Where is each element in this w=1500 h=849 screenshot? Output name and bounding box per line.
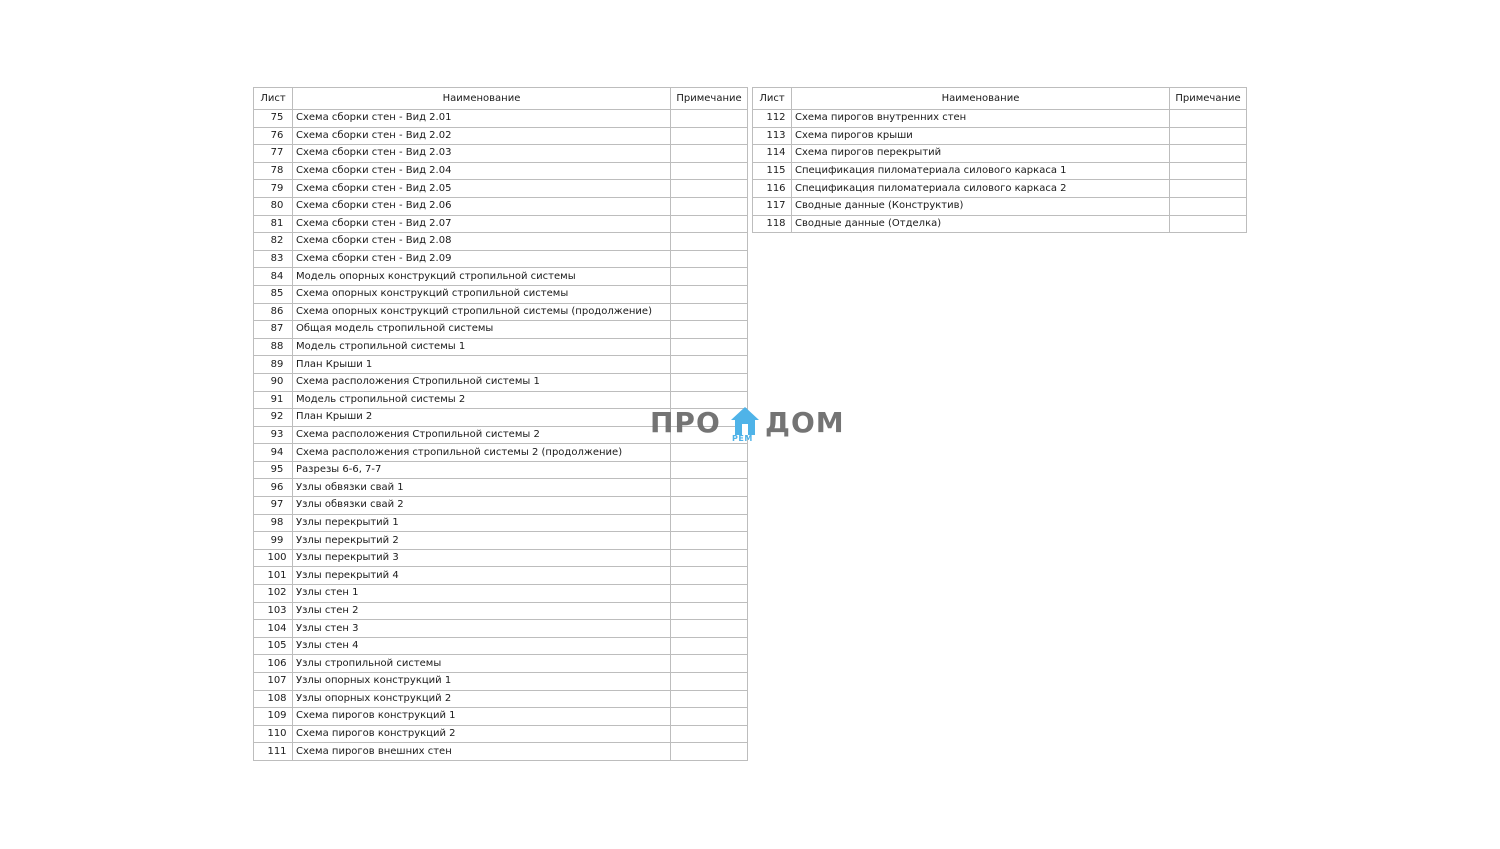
table-row [254, 497, 748, 515]
table-row [753, 127, 1247, 145]
cell-note [671, 620, 748, 638]
cell-note [671, 215, 748, 233]
cell-note [1170, 127, 1247, 145]
cell-note [671, 145, 748, 163]
logo-word-left: ПРО [650, 406, 721, 439]
cell-note [671, 514, 748, 532]
table-row [254, 725, 748, 743]
cell-note [1170, 162, 1247, 180]
cell-sheet-number: 92 [254, 409, 293, 427]
cell-sheet-number: 104 [254, 620, 293, 638]
cell-note [671, 602, 748, 620]
logo-subtext: РЕМ [732, 434, 753, 443]
cell-sheet-number: 86 [254, 303, 293, 321]
cell-note [671, 373, 748, 391]
cell-sheet-number: 107 [254, 673, 293, 691]
cell-sheet-number: 96 [254, 479, 293, 497]
cell-sheet-name: Узлы стен 2 [293, 602, 671, 620]
cell-sheet-name: Узлы перекрытий 3 [293, 549, 671, 567]
cell-sheet-name: Узлы опорных конструкций 2 [293, 690, 671, 708]
cell-note [671, 637, 748, 655]
cell-sheet-number: 116 [753, 180, 792, 198]
cell-sheet-name: План Крыши 1 [293, 356, 671, 374]
cell-sheet-name: Узлы стен 3 [293, 620, 671, 638]
cell-sheet-name: Схема расположения Стропильной системы 1 [293, 373, 671, 391]
cell-sheet-number: 77 [254, 145, 293, 163]
table-row [254, 549, 748, 567]
cell-sheet-name: Узлы перекрытий 2 [293, 532, 671, 550]
table-row [254, 461, 748, 479]
cell-sheet-name: Схема пирогов внутренних стен [792, 110, 1170, 128]
cell-note [671, 268, 748, 286]
cell-note [671, 180, 748, 198]
table-row [254, 303, 748, 321]
table-row [753, 145, 1247, 163]
cell-note [671, 743, 748, 761]
cell-note [671, 708, 748, 726]
cell-sheet-number: 112 [753, 110, 792, 128]
table-row [254, 162, 748, 180]
cell-sheet-number: 106 [254, 655, 293, 673]
cell-sheet-number: 83 [254, 250, 293, 268]
cell-sheet-name: Общая модель стропильной системы [293, 321, 671, 339]
cell-note [671, 725, 748, 743]
cell-note [1170, 145, 1247, 163]
cell-note [671, 303, 748, 321]
cell-sheet-number: 99 [254, 532, 293, 550]
cell-sheet-number: 75 [254, 110, 293, 128]
table-row [254, 444, 748, 462]
table-row [254, 690, 748, 708]
table-row [254, 637, 748, 655]
cell-note [671, 549, 748, 567]
table-row [753, 197, 1247, 215]
cell-sheet-name: Схема сборки стен - Вид 2.02 [293, 127, 671, 145]
cell-note [671, 444, 748, 462]
table-row [753, 110, 1247, 128]
column-header-name: Наименование [792, 88, 1170, 110]
cell-note [1170, 180, 1247, 198]
cell-sheet-number: 85 [254, 285, 293, 303]
cell-note [671, 233, 748, 251]
cell-note [671, 285, 748, 303]
cell-sheet-number: 95 [254, 461, 293, 479]
watermark-logo [650, 403, 850, 445]
cell-sheet-number: 94 [254, 444, 293, 462]
cell-sheet-number: 118 [753, 215, 792, 233]
cell-sheet-name: Сводные данные (Конструктив) [792, 197, 1170, 215]
cell-sheet-number: 90 [254, 373, 293, 391]
cell-sheet-name: Узлы стен 1 [293, 585, 671, 603]
table-row [254, 479, 748, 497]
cell-sheet-number: 76 [254, 127, 293, 145]
table-row [254, 373, 748, 391]
table-row [254, 180, 748, 198]
table-row [254, 620, 748, 638]
cell-note [1170, 197, 1247, 215]
table-row [254, 514, 748, 532]
cell-sheet-name: Спецификация пиломатериала силового каркаса 1 [792, 162, 1170, 180]
cell-sheet-number: 101 [254, 567, 293, 585]
column-header-note: Примечание [671, 88, 748, 110]
logo-word-right: ДОМ [765, 406, 845, 439]
cell-sheet-name: Схема расположения Стропильной системы 2 [293, 426, 671, 444]
column-header-sheet: Лист [254, 88, 293, 110]
cell-sheet-name: Схема сборки стен - Вид 2.07 [293, 215, 671, 233]
table-row [254, 602, 748, 620]
cell-sheet-number: 103 [254, 602, 293, 620]
cell-sheet-name: Узлы обвязки свай 1 [293, 479, 671, 497]
cell-sheet-number: 102 [254, 585, 293, 603]
drawing-list-table-right [752, 87, 1247, 233]
table-row [254, 655, 748, 673]
table-body-right [753, 110, 1247, 233]
table-row [753, 180, 1247, 198]
table-row [254, 532, 748, 550]
cell-sheet-name: Узлы перекрытий 4 [293, 567, 671, 585]
cell-note [1170, 215, 1247, 233]
table-row [254, 233, 748, 251]
table-row [254, 197, 748, 215]
cell-sheet-number: 111 [254, 743, 293, 761]
table-row [254, 215, 748, 233]
cell-sheet-number: 82 [254, 233, 293, 251]
cell-sheet-number: 80 [254, 197, 293, 215]
cell-sheet-name: Схема сборки стен - Вид 2.09 [293, 250, 671, 268]
cell-sheet-name: Схема пирогов крыши [792, 127, 1170, 145]
table-row [753, 162, 1247, 180]
cell-note [671, 461, 748, 479]
cell-sheet-number: 105 [254, 637, 293, 655]
cell-sheet-name: Схема пирогов перекрытий [792, 145, 1170, 163]
table-row [254, 567, 748, 585]
table-row [254, 673, 748, 691]
cell-note [671, 479, 748, 497]
cell-note [671, 673, 748, 691]
cell-sheet-name: Схема сборки стен - Вид 2.08 [293, 233, 671, 251]
cell-sheet-name: Узлы опорных конструкций 1 [293, 673, 671, 691]
table-row [254, 743, 748, 761]
cell-sheet-name: План Крыши 2 [293, 409, 671, 427]
table-header-row [254, 88, 748, 110]
table-header-row [753, 88, 1247, 110]
cell-note [671, 690, 748, 708]
cell-note [671, 567, 748, 585]
cell-sheet-name: Модель стропильной системы 2 [293, 391, 671, 409]
cell-sheet-number: 89 [254, 356, 293, 374]
cell-sheet-name: Схема пирогов конструкций 1 [293, 708, 671, 726]
cell-sheet-number: 79 [254, 180, 293, 198]
table-row [254, 268, 748, 286]
cell-sheet-number: 88 [254, 338, 293, 356]
cell-note [671, 127, 748, 145]
cell-sheet-name: Сводные данные (Отделка) [792, 215, 1170, 233]
cell-note [671, 585, 748, 603]
cell-sheet-name: Узлы стен 4 [293, 637, 671, 655]
cell-sheet-number: 97 [254, 497, 293, 515]
table-row [254, 338, 748, 356]
table-row [254, 285, 748, 303]
table-row [254, 127, 748, 145]
cell-note [671, 197, 748, 215]
cell-sheet-number: 93 [254, 426, 293, 444]
house-icon [729, 405, 761, 437]
cell-sheet-name: Спецификация пиломатериала силового каркаса 2 [792, 180, 1170, 198]
table-row [254, 145, 748, 163]
column-header-sheet: Лист [753, 88, 792, 110]
cell-sheet-number: 109 [254, 708, 293, 726]
cell-sheet-name: Схема расположения стропильной системы 2 (продолжение) [293, 444, 671, 462]
column-header-note: Примечание [1170, 88, 1247, 110]
table-row [254, 321, 748, 339]
cell-sheet-name: Схема сборки стен - Вид 2.04 [293, 162, 671, 180]
cell-sheet-number: 110 [254, 725, 293, 743]
cell-sheet-name: Схема сборки стен - Вид 2.03 [293, 145, 671, 163]
cell-sheet-name: Модель стропильной системы 1 [293, 338, 671, 356]
cell-note [1170, 110, 1247, 128]
cell-note [671, 110, 748, 128]
cell-sheet-name: Разрезы 6-6, 7-7 [293, 461, 671, 479]
cell-sheet-number: 114 [753, 145, 792, 163]
cell-sheet-number: 115 [753, 162, 792, 180]
table-row [254, 585, 748, 603]
cell-sheet-number: 113 [753, 127, 792, 145]
cell-sheet-number: 100 [254, 549, 293, 567]
table-row [753, 215, 1247, 233]
cell-sheet-number: 98 [254, 514, 293, 532]
cell-sheet-name: Схема пирогов конструкций 2 [293, 725, 671, 743]
cell-sheet-name: Схема опорных конструкций стропильной системы [293, 285, 671, 303]
cell-sheet-name: Схема сборки стен - Вид 2.01 [293, 110, 671, 128]
column-header-name: Наименование [293, 88, 671, 110]
table-row [254, 110, 748, 128]
cell-note [671, 321, 748, 339]
cell-note [671, 655, 748, 673]
cell-sheet-number: 117 [753, 197, 792, 215]
table-row [254, 250, 748, 268]
cell-sheet-name: Схема сборки стен - Вид 2.06 [293, 197, 671, 215]
table-row [254, 356, 748, 374]
cell-sheet-number: 84 [254, 268, 293, 286]
cell-note [671, 338, 748, 356]
cell-note [671, 532, 748, 550]
cell-sheet-number: 78 [254, 162, 293, 180]
cell-note [671, 497, 748, 515]
cell-note [671, 162, 748, 180]
cell-sheet-number: 87 [254, 321, 293, 339]
table-row [254, 708, 748, 726]
cell-sheet-name: Схема опорных конструкций стропильной системы (продолжение) [293, 303, 671, 321]
cell-sheet-name: Узлы стропильной системы [293, 655, 671, 673]
cell-sheet-name: Схема пирогов внешних стен [293, 743, 671, 761]
cell-note [671, 250, 748, 268]
cell-sheet-name: Узлы перекрытий 1 [293, 514, 671, 532]
cell-sheet-name: Модель опорных конструкций стропильной системы [293, 268, 671, 286]
cell-sheet-number: 91 [254, 391, 293, 409]
cell-note [671, 356, 748, 374]
cell-sheet-number: 108 [254, 690, 293, 708]
cell-sheet-number: 81 [254, 215, 293, 233]
cell-sheet-name: Узлы обвязки свай 2 [293, 497, 671, 515]
cell-sheet-name: Схема сборки стен - Вид 2.05 [293, 180, 671, 198]
